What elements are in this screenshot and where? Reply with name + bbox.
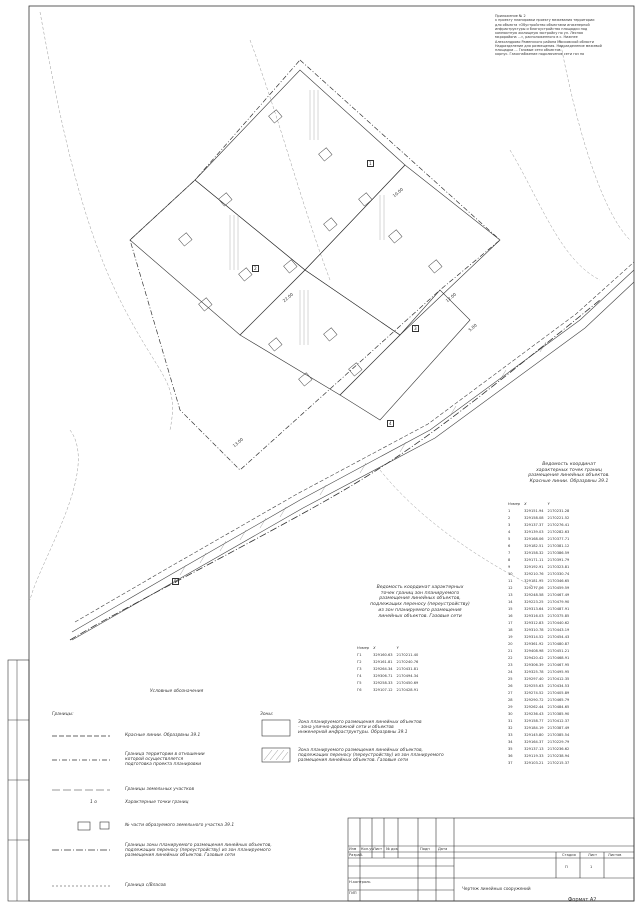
table-cell: 8 [508,557,511,562]
stamp-col-doc: № док [386,847,398,851]
stamp-developer: Разраб. [349,853,364,857]
table-cell: 329420.42 [524,655,544,660]
table-cell: 329119.33 [524,753,544,758]
lot-label: 3 [414,326,417,331]
table-cell: 329160.63 [373,652,393,657]
table-cell: 329158.77 [524,718,544,723]
table-cell: 329312.83 [524,620,544,625]
dimension-label: 10.00 [391,186,405,199]
legend-settlement-boundary: Граница с/Власов [125,883,166,888]
table-cell: 329137.13 [524,746,544,751]
table-cell: 2170440.62 [547,620,570,625]
table-cell: 329248.58 [524,592,544,597]
dimension-label: 5.00 [467,322,478,333]
legend-title: Условные обозначения [150,689,204,694]
table-cell: 329264.34 [373,666,393,671]
table-cell: 329161.81 [373,659,393,664]
stamp-stage-label: Стадия [562,853,576,857]
lot-label: 4 [389,421,392,426]
table-cell: 2170387.49 [547,725,570,730]
stamp-col-sign: Подп [420,847,430,851]
table-cell: 9 [508,564,511,569]
table-cell: 2170459.59 [547,585,570,590]
table-cell: 329181.95 [524,578,544,583]
dimension-label: 22.00 [281,291,295,304]
table-cell: 2170375.85 [547,613,570,618]
right-table-title: Ведомость координат характерных точек границ размещения линейных объектов. Красные линии. Образрвны 39.1 [528,462,610,485]
table-cell: 2 [508,515,511,520]
table-cell: 33 [508,732,513,737]
table-cell: 2170238.94 [547,753,570,758]
table-cell: 2170451.21 [547,648,570,653]
table-cell: 329290.72 [524,697,544,702]
table-cell: 2170479.90 [547,599,570,604]
table-cell: 329223.25 [524,599,544,604]
table-cell: Г6 [357,687,362,692]
table-cell: Г4 [357,673,362,678]
table-cell: 30 [508,711,513,716]
table-cell: 2170211.40 [396,652,419,657]
lot-label: 5 [174,579,177,584]
table-cell: 329314.52 [524,634,544,639]
table-cell: 2170450.69 [396,680,419,685]
table-cell: 11 [508,578,513,583]
table-cell: 2170282.63 [547,529,570,534]
legend-lot-boundary: Границы земельных участков [125,787,195,792]
table-cell: 329306.39 [524,662,544,667]
table-cell: 32 [508,725,513,730]
table-cell: 6 [508,543,511,548]
table-cell: 329277.06 [524,585,544,590]
table-cell: Г1 [357,652,362,657]
table-cell: 31 [508,718,513,723]
table-cell: 12 [508,585,513,590]
legend-territory-boundary: Граница территории в отношении которой осуществляется подготовка проекта планировки [125,752,205,767]
table-cell: Г3 [357,666,362,671]
table-cell: 2170377.71 [547,536,570,541]
table-cell: 2170480.87 [547,641,570,646]
table-cell: 34 [508,739,513,744]
table-cell: 35 [508,746,513,751]
col-header: X [524,501,527,506]
table-cell: 329103.21 [524,760,544,765]
table-cell: 29 [508,704,513,709]
table-cell: 329168.06 [524,536,544,541]
table-cell: 2170240.76 [396,659,419,664]
table-cell: 329171.11 [524,557,544,562]
table-cell: 329164.37 [524,739,544,744]
table-cell: 329255.63 [524,683,544,688]
table-cell: 2170467.95 [547,662,570,667]
table-cell: 2170386.59 [547,550,570,555]
table-cell: 2170236.62 [547,746,570,751]
table-cell: 2170346.65 [547,578,570,583]
table-cell: 2170412.37 [547,718,570,723]
table-cell: 3 [508,522,511,527]
table-cell: Г2 [357,659,362,664]
table-cell: 2170231.28 [547,508,570,513]
legend-gas-zone: Границы зоны планируемого размещения линейных объектов, подлежащих переносу (переустройству) из зон планируемого размещения линейных объектов. Газовые сети [125,843,272,858]
table-cell: 14 [508,599,513,604]
table-cell: 22 [508,655,513,660]
legend-points: Характерные точки границ [125,800,189,805]
table-cell: 329236.43 [524,711,544,716]
table-cell: 2170221.52 [547,515,570,520]
table-cell: 2170323.81 [547,564,570,569]
table-cell: 2170454.43 [547,634,570,639]
table-cell: 329274.52 [524,690,544,695]
table-cell: 2170215.37 [547,760,570,765]
table-cell: 329210.76 [524,571,544,576]
legend-col2-head: Зоны: [260,712,274,717]
table-cell: 2170465.79 [547,697,570,702]
table-cell: 1 [508,508,511,513]
table-cell: 2170391.79 [547,557,570,562]
stamp-norm-control: Н.контроль [349,880,371,884]
table-cell: 329316.03 [524,613,544,618]
col-header: Номер [357,645,370,650]
lot-label: 2 [254,266,257,271]
left-table-title: Ведомость координат характерных точек границ зон планируемого размещения линейных объектов, подлежащих переносу (переустройству) из зон планируемого размещения линейных объектов. Газовые сети [370,585,470,619]
stamp-col-change: Изм [349,847,357,851]
table-cell: 329137.37 [524,522,544,527]
stamp-drawing-title: Чертеж линейных сооружений [462,886,531,891]
stamp-sheets-label: Листов [608,853,622,857]
table-cell: 15 [508,606,513,611]
table-cell: 4 [508,529,511,534]
col-header: Номер [508,501,521,506]
legend-lot-number: № части образуемого земельного участка 39.1 [125,823,235,828]
dimension-label: 13.00 [231,436,245,449]
table-cell: 23 [508,662,513,667]
table-cell: 329158.08 [524,515,544,520]
legend-red-lines: Красные линии. Образрвны 39.1 [125,733,201,738]
col-header: Y [547,501,550,506]
table-cell: 2170385.90 [547,711,570,716]
table-cell: 329361.92 [524,641,544,646]
table-cell: 26 [508,683,513,688]
table-cell: 2170330.74 [547,571,570,576]
table-cell: 10 [508,571,513,576]
table-cell: 329192.91 [524,564,544,569]
table-cell: 16 [508,613,513,618]
table-cell: 20 [508,641,513,646]
table-cell: 329151.94 [524,508,544,513]
table-cell: 37 [508,760,513,765]
table-cell: 27 [508,690,513,695]
table-cell: 329408.98 [524,648,544,653]
table-cell: 5 [508,536,511,541]
stamp-format: Формат А2 [568,897,597,903]
table-cell: 329158.32 [524,550,544,555]
table-cell: 2170229.79 [547,739,570,744]
table-cell: 36 [508,753,513,758]
col-header: Y [396,645,399,650]
table-cell: 2170428.91 [396,687,419,692]
col-header: X [373,645,376,650]
table-cell: 18 [508,627,513,632]
table-cell: 2170381.12 [547,543,570,548]
table-cell: 2170443.19 [547,627,570,632]
stamp-col-date: Дата [438,847,448,851]
table-cell: 329313.64 [524,606,544,611]
table-cell: 2170412.35 [547,676,570,681]
table-cell: 2170468.91 [547,655,570,660]
table-cell: 13 [508,592,513,597]
stamp-stage-value: П [565,865,568,869]
table-cell: 329297.40 [524,676,544,681]
table-cell: 329184.19 [524,725,544,730]
legend-zone-road: Зона планируемого размещения линейных объектов - зона улично-дорожной сети и объектов инженерной инфраструктуры. Образрвны 39.1 [298,720,422,735]
table-cell: 2170385.54 [547,732,570,737]
legend-point-symbol: 1 o [90,800,97,805]
table-cell: 2170494.34 [396,673,419,678]
table-cell: 21 [508,648,513,653]
dimension-label: 12.00 [444,291,458,304]
legend-col1-head: Границы: [52,712,74,717]
table-cell: 2170467.49 [547,592,570,597]
table-cell: Г5 [357,680,362,685]
stamp-col-sheet: Лист [373,847,383,851]
table-cell: 329310.78 [524,627,544,632]
table-cell: 7 [508,550,511,555]
table-cell: 2170484.65 [547,704,570,709]
table-cell: 17 [508,620,513,625]
table-cell: 19 [508,634,513,639]
table-cell: 329139.03 [524,529,544,534]
table-cell: 2170405.89 [547,690,570,695]
stamp-chief-engineer: ГИП [349,891,357,895]
table-cell: 329262.44 [524,704,544,709]
table-cell: 2170431.81 [396,666,419,671]
stamp-sheet-label: Лист [588,853,598,857]
table-cell: 28 [508,697,513,702]
table-cell: 2170495.95 [547,669,570,674]
legend-zone-gas: Зона планируемого размещения линейных объектов, подлежащих переносу (переустройству) из зон планируемого размещения линейных объектов. Газовые сети [298,748,444,763]
table-cell: 329306.71 [373,673,393,678]
stamp-sheet-value: 1 [590,865,593,869]
table-cell: 329258.33 [373,680,393,685]
table-cell: 24 [508,669,513,674]
lot-label: 1 [369,161,372,166]
appendix-note: Приложение № 2 к проекту планировки проекту межевания территории для объекта «Обустройство объектами инженерной инфраструктуры и благоустройство площадки под компактную жилищную застройку по ул. Лесная мкрорайона ...», расположенного в с. Нижнее Александрово Раменского района Московской области Надразделение для размещения. Надразделение межевой площадки ... Газовые сети объектов корпус. Газоснабжение подключение сети газ на [495,14,602,57]
table-cell: 329145.80 [524,732,544,737]
table-cell: 2170487.91 [547,606,570,611]
table-cell: 25 [508,676,513,681]
table-cell: 329107.12 [373,687,393,692]
table-cell: 2170276.41 [547,522,570,527]
table-cell: 2170434.53 [547,683,570,688]
table-cell: 329182.51 [524,543,544,548]
stamp-col-count: Кол.уч [361,847,374,851]
table-cell: 329325.78 [524,669,544,674]
